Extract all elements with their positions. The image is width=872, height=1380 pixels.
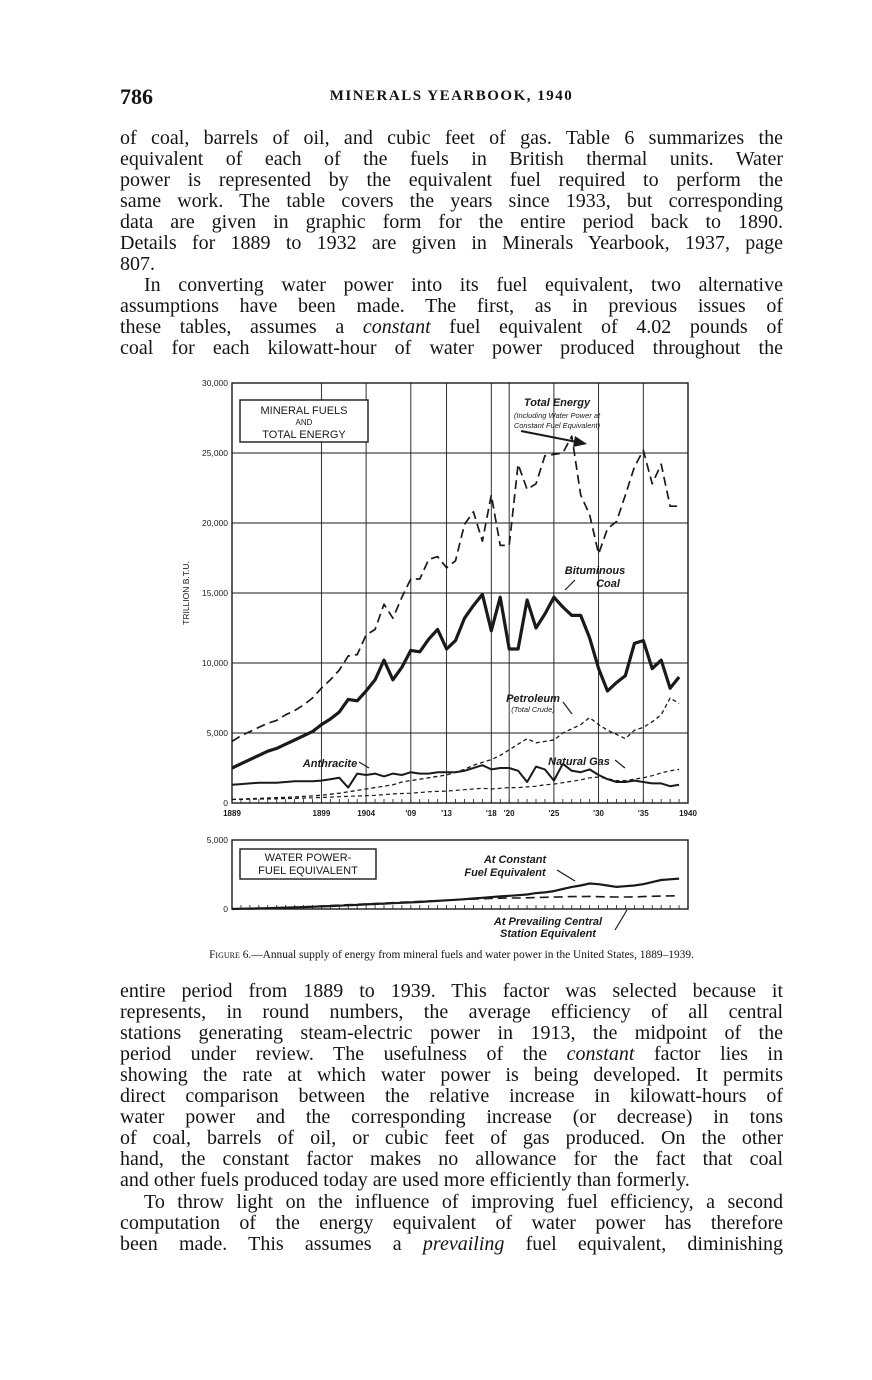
caption-text: —Annual supply of energy from mineral fuels and water power in the United States, 1889–1939. (251, 949, 694, 961)
annotation-leader (563, 702, 572, 714)
text-line: same work. The table covers the years since 1933, but corresponding (120, 190, 783, 212)
annotation-label: Bituminous (564, 565, 626, 577)
text-line: of coal, barrels of oil, and cubic feet of gas. Table 6 summarizes the (120, 127, 783, 149)
annotation-leader (359, 762, 369, 768)
text-line: equivalent of each of the fuels in British thermal units. Water (120, 148, 783, 170)
text-line: power is represented by the equivalent fuel required to perform the (120, 169, 783, 191)
page-number: 786 (120, 84, 153, 109)
y-axis-label: TRILLION B.T.U. (181, 561, 191, 625)
panel-title-line: WATER POWER- (264, 852, 352, 864)
annotation-label: Coal (596, 578, 620, 590)
figure-6 (175, 370, 735, 970)
text-line: water power and the corresponding increase (or decrease) in tons (120, 1106, 783, 1128)
running-title: MINERALS YEARBOOK, 1940 (329, 88, 574, 104)
series-line-2 (232, 698, 679, 800)
y-tick-label: 0 (223, 798, 228, 808)
text-run: fuel equivalent, diminishing (504, 1233, 783, 1255)
annotation-label: (Including Water Power at (513, 411, 601, 420)
x-tick-label: '20 (503, 809, 515, 818)
paragraph-4 (120, 1192, 783, 1255)
emphasis-constant: constant (362, 316, 431, 338)
annotation-label: Natural Gas (548, 756, 610, 768)
text-line: of coal, barrels of oil, or cubic feet of gas produced. On the other (120, 1127, 783, 1149)
text-line: To throw light on the influence of improving fuel efficiency, a second (144, 1191, 783, 1213)
text-line (120, 317, 783, 338)
text-line: stations generating steam-electric power in 1913, the midpoint of the (120, 1022, 783, 1044)
paragraph-2 (120, 275, 783, 359)
y-tick-label: 20,000 (202, 518, 228, 528)
y-tick-label: 15,000 (202, 588, 228, 598)
panel-title-line: TOTAL ENERGY (262, 429, 346, 441)
annotation-leader (615, 910, 627, 930)
caption-label: Figure 6. (209, 949, 252, 961)
text-line: and other fuels produced today are used more efficiently than formerly. (120, 1169, 690, 1191)
text-line: Details for 1889 to 1932 are given in Minerals Yearbook, 1937, page (120, 232, 783, 254)
paragraph-1 (120, 128, 783, 275)
paragraph-3 (120, 981, 783, 1191)
text-line: direct comparison between the relative increase in kilowatt-hours of (120, 1085, 783, 1107)
annotation-leader (557, 870, 575, 881)
annotation-leader (565, 580, 575, 590)
figure-caption (120, 949, 783, 961)
x-tick-label: '30 (593, 809, 604, 818)
x-tick-label: 1899 (312, 809, 331, 818)
annotation-label: Petroleum (506, 693, 560, 705)
panel-title-line: FUEL EQUIVALENT (258, 865, 358, 877)
text-line: assumptions have been made. The first, as in previous issues of (120, 295, 783, 317)
y-tick-label: 30,000 (202, 378, 228, 388)
x-tick-label: 1889 (223, 809, 241, 818)
annotation-label: Total Energy (523, 397, 591, 409)
text-line: In converting water power into its fuel equivalent, two alternative (144, 274, 783, 296)
annotation-label: At Constant (483, 854, 547, 866)
energy-chart-figure (175, 370, 735, 970)
text-line: showing the rate at which water power is being developed. It permits (120, 1064, 783, 1086)
text-run: period under review. The usefulness of the (120, 1043, 567, 1065)
x-tick-label: '09 (405, 809, 417, 818)
series-line-3 (232, 764, 679, 788)
y-tick-label: 5,000 (206, 728, 228, 738)
text-run: been made. This assumes a (120, 1233, 423, 1255)
annotation-label: Station Equivalent (500, 928, 596, 940)
annotation-leader (615, 760, 625, 768)
emphasis-constant: constant (566, 1043, 635, 1065)
text-line: computation of the energy equivalent of water power has therefore (120, 1212, 783, 1234)
annotation-label: At Prevailing Central (493, 916, 603, 928)
annotation-label: Constant Fuel Equivalent) (513, 421, 601, 430)
x-tick-label: '25 (548, 809, 560, 818)
y-tick-label: 5,000 (206, 835, 228, 845)
water-series-line-0 (232, 879, 679, 909)
x-tick-label: 1904 (357, 809, 376, 818)
text-line: data are given in graphic form for the entire period back to 1890. (120, 211, 783, 233)
x-tick-label: '13 (441, 809, 452, 818)
series-line-1 (232, 594, 679, 768)
annotation-label: Anthracite (302, 758, 358, 770)
text-line: entire period from 1889 to 1939. This factor was selected because it (120, 980, 783, 1002)
annotation-label: (Total Crude) (511, 705, 555, 714)
text-run: these tables, assumes a (120, 316, 363, 338)
text-line (120, 1044, 783, 1065)
text-line: 807. (120, 253, 155, 275)
y-tick-label: 10,000 (202, 658, 228, 668)
annotation-label: Fuel Equivalent (464, 867, 546, 879)
emphasis-prevailing: prevailing (422, 1233, 505, 1255)
text-line (120, 1234, 783, 1255)
text-line: represents, in round numbers, the average efficiency of all central (120, 1001, 783, 1023)
text-run: factor lies in (634, 1043, 783, 1065)
panel-title-line: AND (295, 418, 313, 427)
panel-title-line: MINERAL FUELS (260, 405, 348, 417)
annotation-leader (521, 431, 577, 442)
series-line-4 (232, 769, 679, 799)
y-tick-label: 0 (223, 904, 228, 914)
y-tick-label: 25,000 (202, 448, 228, 458)
x-tick-label: '35 (637, 809, 649, 818)
text-run: fuel equivalent of 4.02 pounds of (430, 316, 784, 338)
page-header (120, 84, 783, 110)
text-line: coal for each kilowatt-hour of water power produced throughout the (120, 337, 783, 359)
text-line: hand, the constant factor makes no allowance for the fact that coal (120, 1148, 783, 1170)
annotation-arrowhead (573, 436, 587, 447)
x-tick-label: '18 (485, 809, 497, 818)
x-tick-label: 1940 (679, 809, 697, 818)
